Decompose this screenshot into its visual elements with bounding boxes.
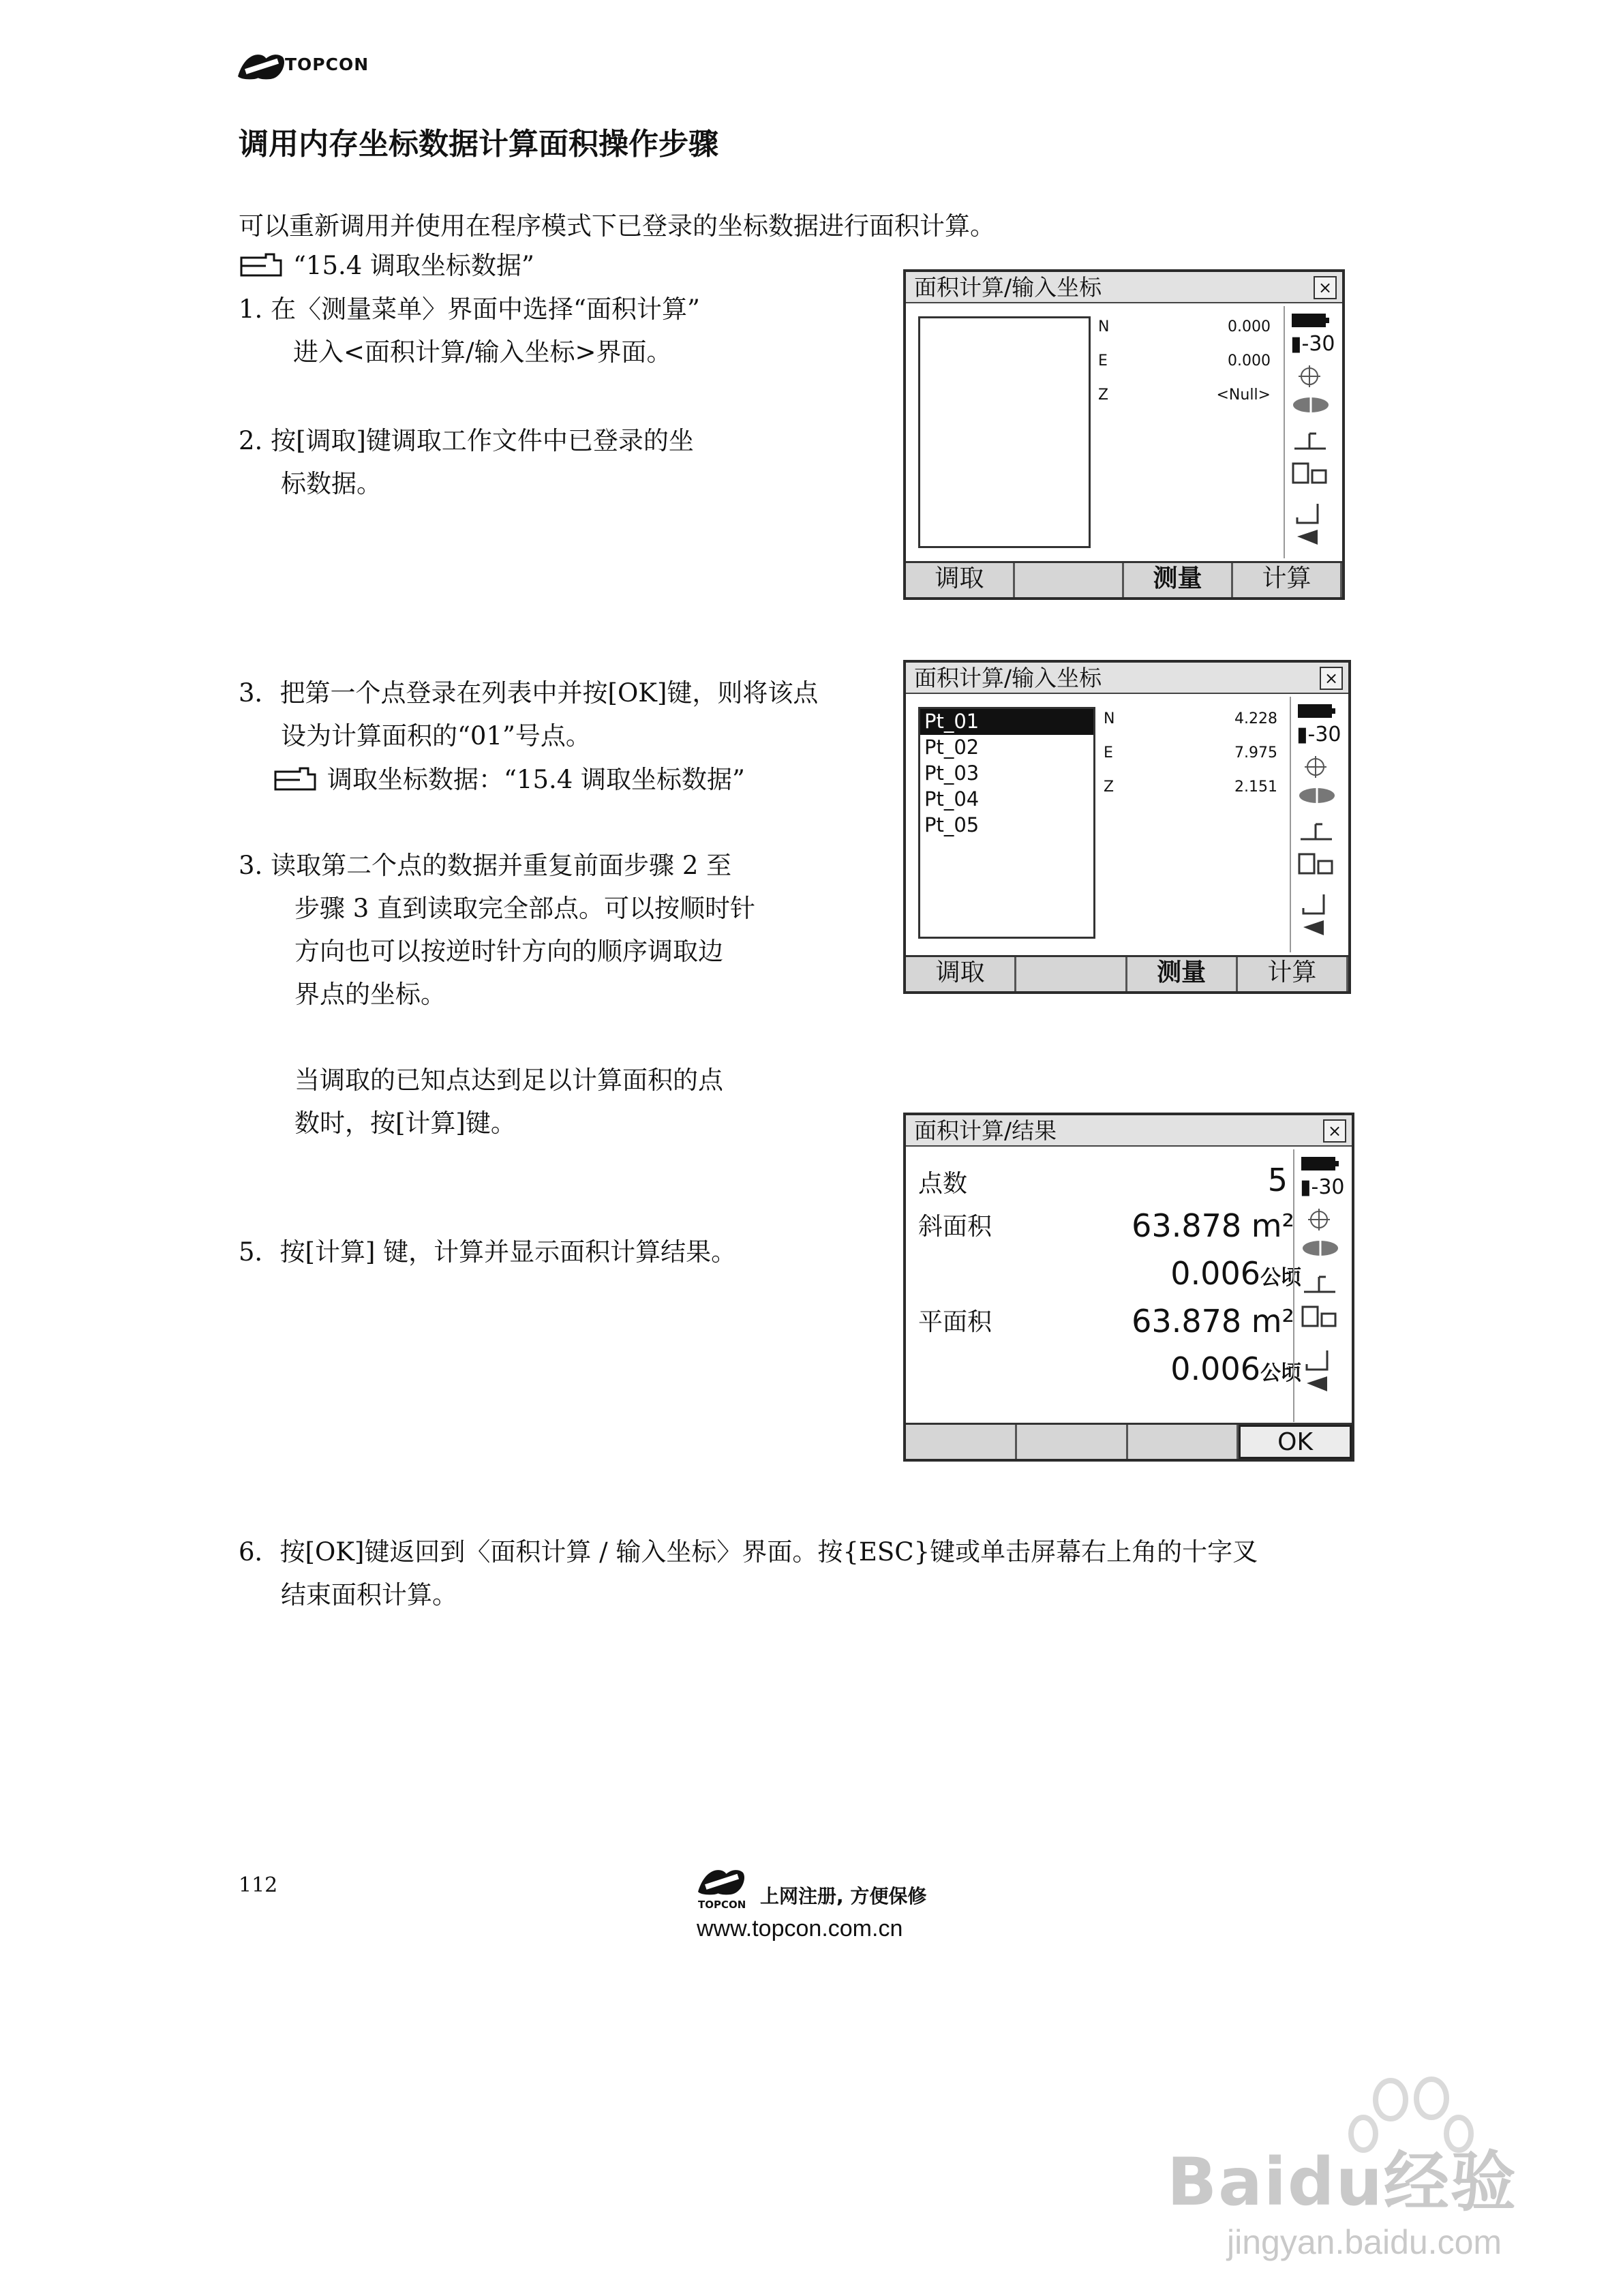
input-mode-icon [1290,497,1331,552]
softkey-measure[interactable]: 测量 [1127,957,1238,991]
step-2-line-2: 标数据。 [281,469,382,498]
coord-value-e: 7.975 [1234,744,1277,761]
tilt-level [1290,332,1335,356]
step-3-reference [273,758,745,802]
point-count-value: 5 [1267,1162,1288,1198]
instrument-height-icon [1296,816,1337,843]
screen-input-coordinates-list [903,660,1351,994]
step-3-line-1: 3．把第一个点登录在列表中并按[OK]键，则将该点 [239,678,819,708]
softkey-blank[interactable] [1016,957,1127,991]
list-item[interactable]: Pt_03 [924,761,980,785]
close-icon[interactable]: × [1314,276,1337,299]
slope-area-ha [1104,1255,1301,1292]
topcon-logo-icon [695,1864,763,1912]
coord-label-e: E [1098,352,1108,369]
page-title: 调用内存坐标数据计算面积操作步骤 [239,127,718,162]
list-item[interactable]: Pt_05 [924,813,980,836]
coord-value-z: 2.151 [1234,779,1277,796]
laser-pointer-icon [1300,1303,1341,1330]
tilt-level [1296,723,1341,746]
softkey-blank[interactable] [1015,563,1124,597]
step-2-line-1: 2. 按[调取]键调取工作文件中已登录的坐 [239,426,694,455]
step-6-line-1: 6．按[OK]键返回到〈面积计算 / 输入坐标〉界面。按{ESC}键或单击屏幕右上角的十字叉 [239,1537,1258,1567]
coord-label-z: Z [1098,387,1109,404]
softkey-blank-2[interactable] [1017,1425,1128,1459]
instrument-height-icon [1290,425,1331,453]
tilt-level-value: -30 [1301,332,1335,356]
flat-area-label: 平面积 [918,1308,992,1336]
screen-area-result [903,1113,1354,1462]
coord-value-z: <Null> [1216,387,1271,404]
flat-area-m2: 63.878 m² [1132,1303,1294,1340]
ok-button[interactable]: OK [1239,1425,1352,1459]
tilt-level-value: -30 [1311,1175,1345,1199]
flat-area-ha-value: 0.006 [1170,1350,1260,1387]
coord-label-n: N [1098,318,1110,335]
status-bar [1284,306,1338,558]
point-list[interactable] [918,707,1095,939]
softkey-calculate[interactable]: 计算 [1238,957,1348,991]
target-icon [1303,755,1328,779]
point-count-label: 点数 [918,1170,968,1198]
battery-icon [1300,1155,1341,1173]
pointing-hand-icon [273,766,320,794]
coord-label-n: N [1104,710,1115,727]
brand-name: TOPCON [285,55,369,74]
hectare-unit: 公顷 [1260,1361,1301,1385]
softkey-blank-3[interactable] [1128,1425,1239,1459]
step-4-note-1: 当调取的已知点达到足以计算面积的点 [294,1066,723,1095]
status-bar [1290,697,1344,952]
softkey-bar [906,1423,1352,1459]
pointing-hand-icon [239,252,286,280]
target-icon [1307,1207,1331,1232]
footer-brand: TOPCON [698,1899,746,1911]
step-5: 5．按[计算] 键，计算并显示面积计算结果。 [239,1237,737,1267]
battery-icon [1290,312,1331,329]
screen-title: 面积计算/结果 [906,1115,1352,1147]
softkey-recall[interactable]: 调取 [906,563,1015,597]
slope-area-label: 斜面积 [918,1213,992,1241]
softkey-bar [906,561,1342,597]
coord-value-n: 0.000 [1228,318,1271,335]
softkey-blank-1[interactable] [906,1425,1017,1459]
input-mode-icon [1300,1344,1341,1398]
flat-area-ha [1104,1350,1301,1387]
footer-url[interactable]: www.topcon.com.cn [697,1916,903,1942]
softkey-recall[interactable]: 调取 [906,957,1016,991]
coord-label-z: Z [1104,779,1114,796]
step-4-note-2: 数时，按[计算]键。 [294,1108,516,1138]
footer-slogan: 上网注册, 方便保修 [760,1885,927,1907]
step-1-line-2: 进入<面积计算/输入坐标>界面。 [293,337,672,367]
step-3-line-2: 设为计算面积的“01”号点。 [281,721,591,751]
input-mode-icon [1296,888,1337,942]
tilt-level-icon: ▮ [1300,1175,1311,1199]
list-item[interactable]: Pt_04 [924,787,980,811]
slope-area-m2: 63.878 m² [1132,1207,1294,1244]
close-icon[interactable]: × [1320,667,1343,690]
step-4-line-3: 方向也可以按逆时针方向的顺序调取边 [294,937,723,966]
screen-title: 面积计算/输入坐标 [906,272,1342,303]
coord-value-e: 0.000 [1228,352,1271,369]
tilt-level [1300,1175,1345,1199]
status-bar [1293,1149,1348,1422]
list-item[interactable]: Pt_02 [924,736,980,759]
step-3-reference-text: 调取坐标数据：“15.4 调取坐标数据” [327,765,745,794]
prism-icon [1296,785,1337,806]
hectare-unit: 公顷 [1260,1266,1301,1290]
watermark-url: jingyan.baidu.com [1227,2223,1502,2261]
target-icon [1297,364,1322,389]
step-4-line-1: 3. 读取第二个点的数据并重复前面步骤 2 至 [239,851,732,880]
laser-pointer-icon [1296,850,1337,877]
reference-text: “15.4 调取坐标数据” [293,251,534,280]
point-list[interactable] [918,316,1091,548]
step-4-line-2: 步骤 3 直到读取完全部点。可以按顺时针 [294,894,756,923]
coord-label-e: E [1104,744,1113,761]
step-6-line-2: 结束面积计算。 [281,1580,457,1610]
softkey-bar [906,955,1348,991]
page-number: 112 [239,1873,278,1897]
tilt-level-value: -30 [1307,723,1341,746]
slope-area-ha-value: 0.006 [1170,1255,1260,1292]
laser-pointer-icon [1290,459,1331,487]
tilt-level-icon: ▮ [1290,332,1302,356]
list-item[interactable]: Pt_01 [920,709,1093,735]
screen-title: 面积计算/输入坐标 [906,663,1348,694]
intro-text: 可以重新调用并使用在程序模式下已登录的坐标数据进行面积计算。 [239,211,995,241]
step-1-line-1: 1. 在〈测量菜单〉界面中选择“面积计算” [239,294,700,324]
tilt-level-icon: ▮ [1296,723,1308,746]
softkey-measure[interactable]: 测量 [1124,563,1233,597]
reference-link [239,244,534,288]
coord-value-n: 4.228 [1234,710,1277,727]
prism-icon [1290,395,1331,415]
battery-icon [1296,702,1337,720]
step-4-line-4: 界点的坐标。 [294,980,446,1009]
screen-input-coordinates-empty [903,269,1345,600]
instrument-height-icon [1300,1269,1341,1296]
prism-icon [1300,1238,1341,1258]
close-icon[interactable]: × [1323,1119,1346,1143]
watermark-brand: Baidu经验 [1167,2144,1517,2220]
softkey-calculate[interactable]: 计算 [1233,563,1342,597]
